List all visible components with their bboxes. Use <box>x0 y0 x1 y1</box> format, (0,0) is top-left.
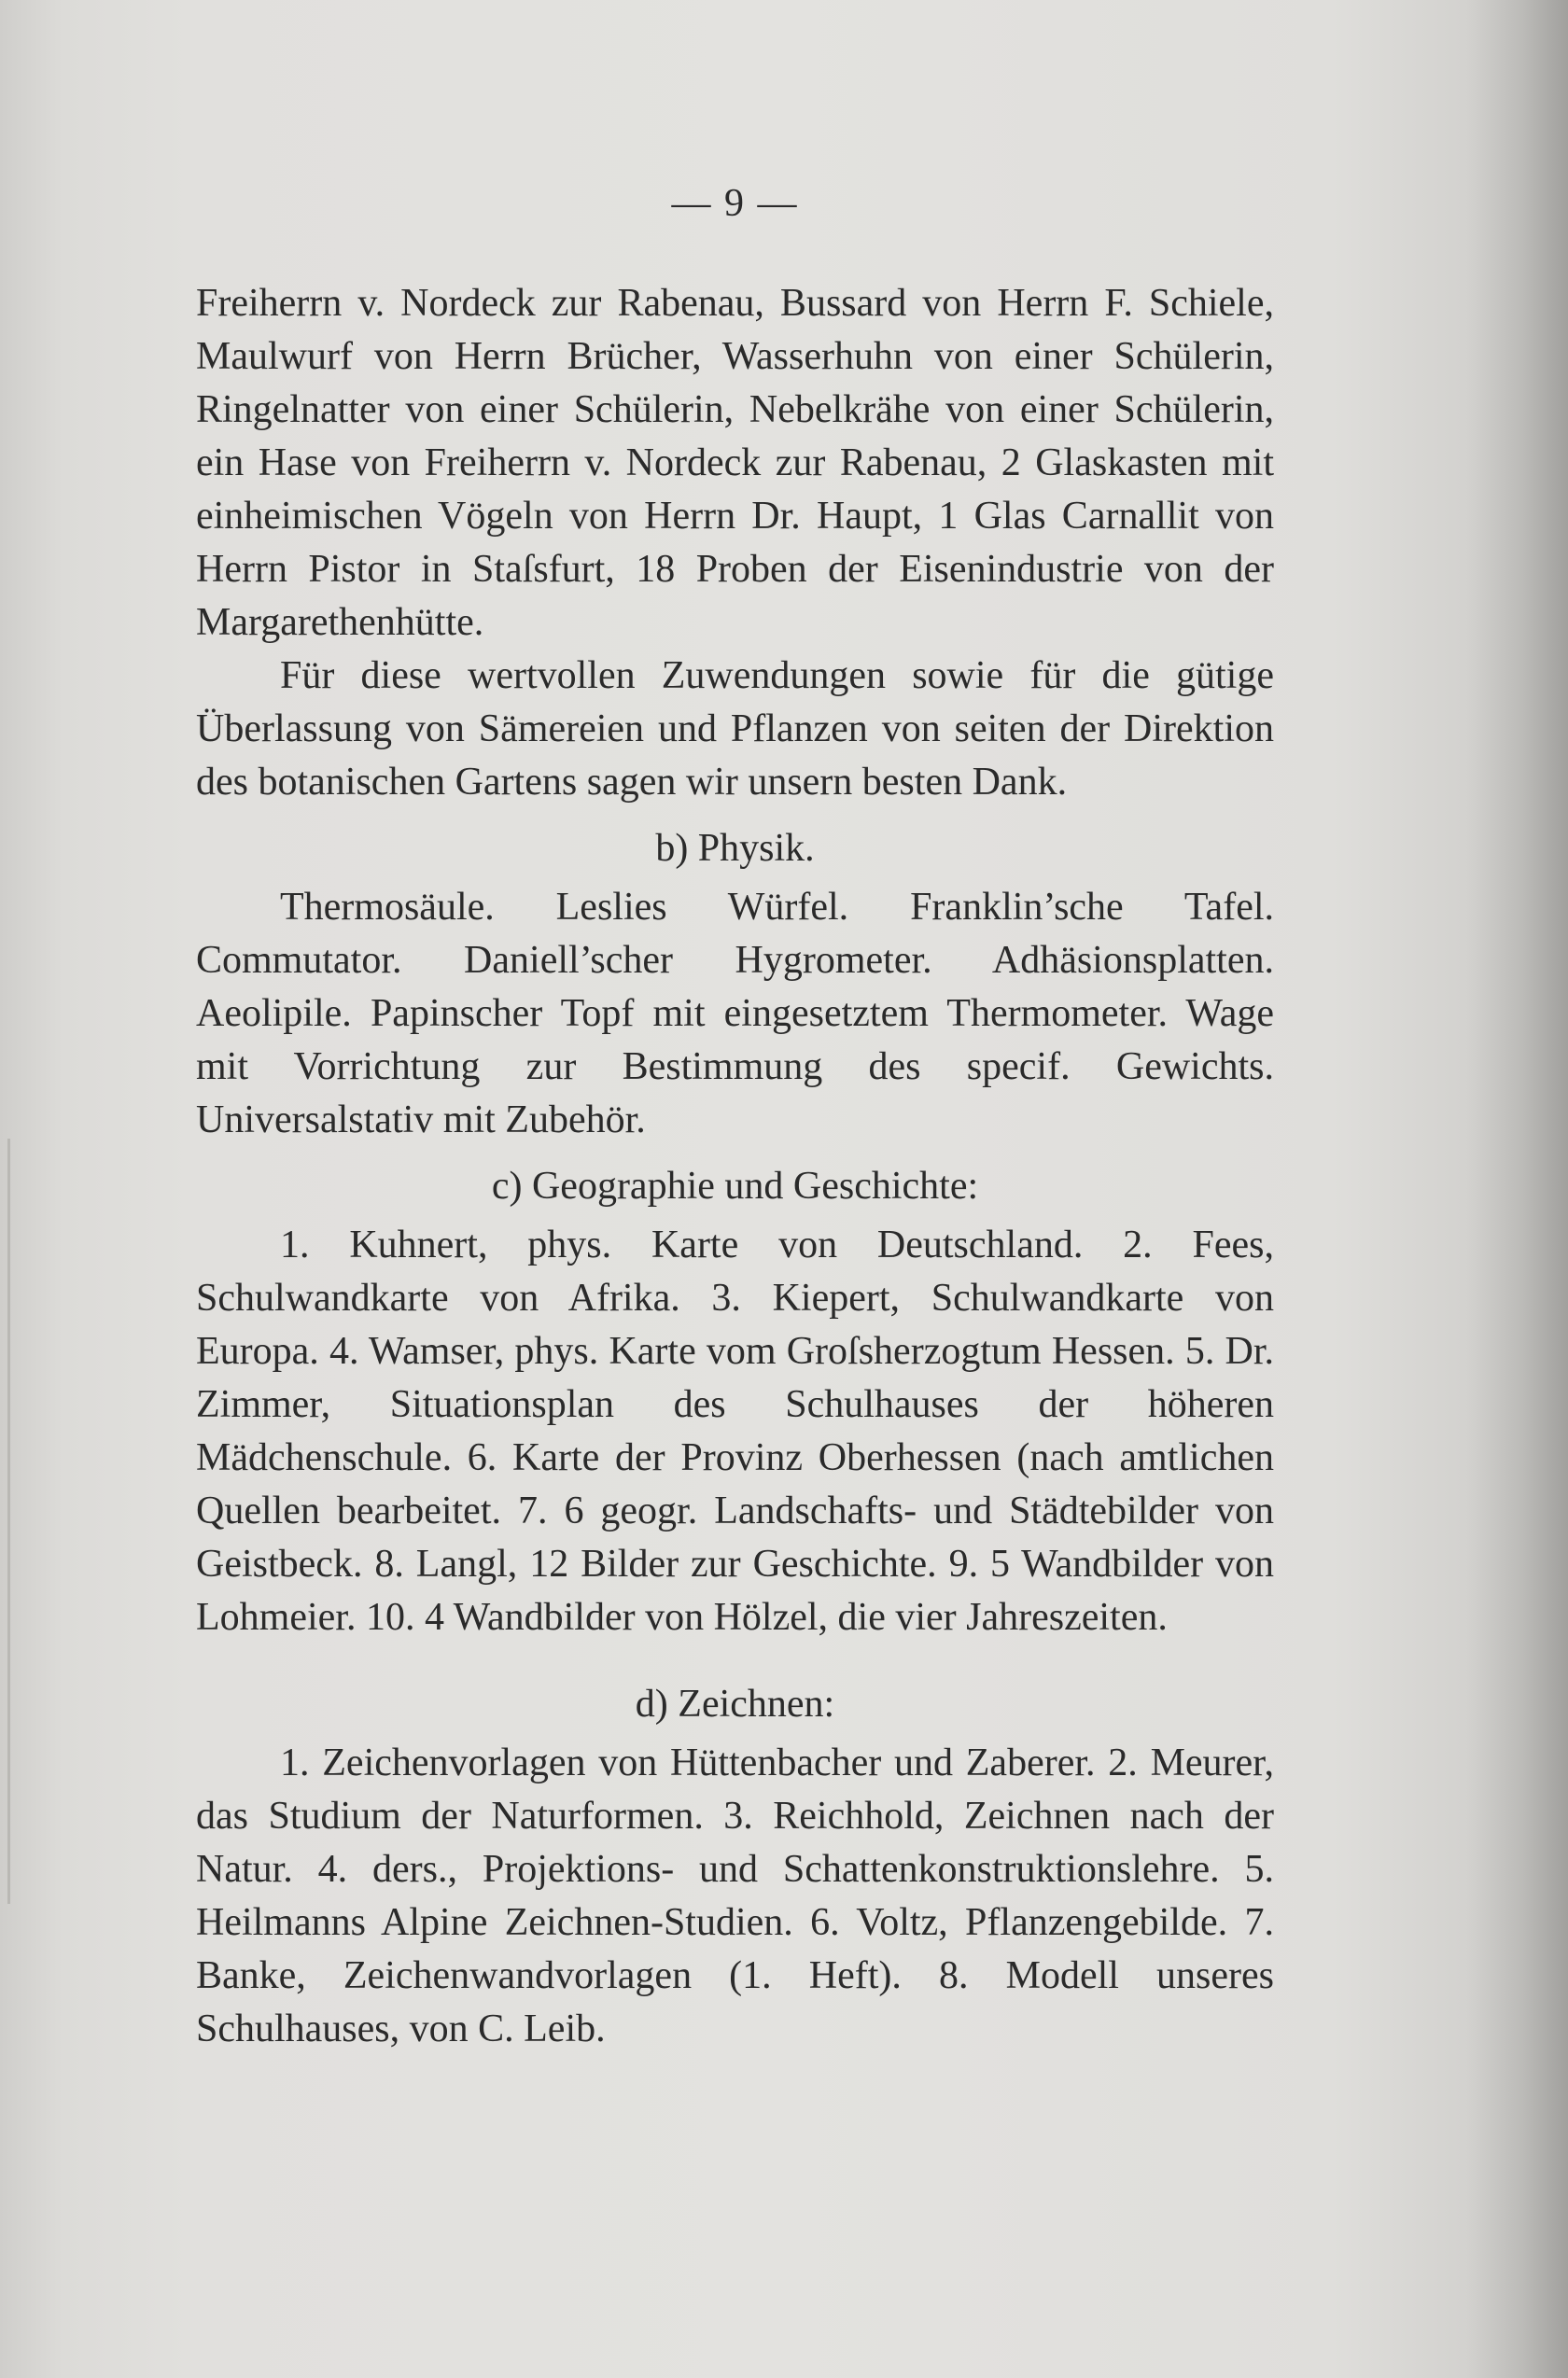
page-fold-shadow <box>1465 0 1568 2378</box>
page-number: — 9 — <box>671 182 799 225</box>
page-text <box>196 177 1274 2056</box>
section-heading-zeichnen: d) Zeichnen: <box>635 1683 835 1726</box>
thanks-paragraph: Für diese wertvollen Zuwendungen sowie für die gütige Überlassung von Sämereien und Pflanzen von seiten der Direktion des botanischen Gartens sagen wir unsern besten Dank. <box>196 654 1274 804</box>
section-body-zeichnen: 1. Zeichenvorlagen von Hüttenbacher und Zaberer. 2. Meurer, das Studium der Naturformen. 3. Reichhold, Zeichnen nach der Natur. 4. ders., Projektions- und Schattenkonstruktionslehre. 5. Heilmanns Alpine Zeichnen-Studien. 6. Voltz, Pflanzengebilde. 7. Banke, Zeichenwandvorlagen (1. Heft). 8. Modell unseres Schulhauses, von C. Leib. <box>196 1742 1274 2050</box>
section-body-physik: Thermosäule. Leslies Würfel. Franklin’sche Tafel. Commutator. Daniell’scher Hygrometer. Adhäsionsplatten. Aeolipile. Papinscher Topf mit eingesetztem Thermometer. Wage mit Vorrichtung zur Bestimmung des specif. Gewichts. Universalstativ mit Zubehör. <box>196 886 1274 1141</box>
page-edge-mark <box>7 1139 10 1904</box>
section-heading-geographie: c) Geographie und Geschichte: <box>491 1165 979 1208</box>
section-body-geographie: 1. Kuhnert, phys. Karte von Deutschland. 2. Fees, Schulwandkarte von Afrika. 3. Kiepert, Schulwandkarte von Europa. 4. Wamser, phys. Karte vom Groſsherzogtum Hessen. 5. Dr. Zimmer, Situationsplan des Schulhauses der höheren Mädchenschule. 6. Karte der Provinz Oberhessen (nach amtlichen Quellen bearbeitet. 7. 6 geogr. Landschafts- und Städtebilder von Geistbeck. 8. Langl, 12 Bilder zur Geschichte. 9. 5 Wandbilder von Lohmeier. 10. 4 Wandbilder von Hölzel, die vier Jahreszeiten. <box>196 1224 1274 1639</box>
section-heading-physik: b) Physik. <box>655 827 815 870</box>
intro-paragraph: Freiherrn v. Nordeck zur Rabenau, Bussard von Herrn F. Schiele, Maulwurf von Herrn Brücher, Wasserhuhn von einer Schülerin, Ringelnatter von einer Schülerin, Nebelkrähe von einer Schülerin, ein Hase von Freiherrn v. Nordeck zur Rabenau, 2 Glaskasten mit einheimischen Vögeln von Herrn Dr. Haupt, 1 Glas Carnallit von Herrn Pistor in Staſsfurt, 18 Proben der Eisenindustrie von der Margarethenhütte. <box>196 282 1274 644</box>
